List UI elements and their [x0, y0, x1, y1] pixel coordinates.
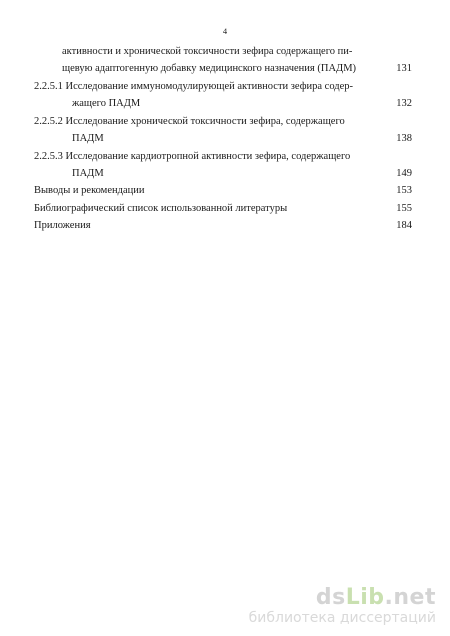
toc-entry-text: 2.2.5.2 Исследование хронической токсичности зефира, содержащего [34, 116, 345, 127]
toc-entry-page: 138 [396, 132, 412, 144]
toc-entry-text: 2.2.5.1 Исследование иммуномодулирующей активности зефира содер- [34, 81, 354, 92]
watermark-logo-tld: .net [384, 585, 436, 610]
toc-entry-text: Приложения [34, 220, 91, 231]
toc-line [34, 131, 412, 148]
watermark-logo-lib: Lib [345, 585, 385, 610]
toc-line [34, 218, 412, 235]
toc-entry-page: 149 [396, 167, 412, 179]
toc-line [34, 61, 412, 78]
toc-entry-text: активности и хронической токсичности зефира содержащего пи- [62, 46, 353, 57]
toc-line [34, 114, 412, 131]
toc-entry-page: 153 [396, 185, 412, 196]
toc-entry-text: 2.2.5.3 Исследование кардиотропной активности зефира, содержащего [34, 151, 351, 162]
toc-entry-page: 132 [396, 97, 412, 109]
watermark-logo [249, 586, 436, 610]
toc-line [34, 79, 412, 96]
toc-entry-page: 131 [396, 62, 412, 74]
toc-line [34, 149, 412, 166]
toc-line [34, 166, 412, 183]
toc-line [34, 201, 412, 218]
toc-entry-text: Выводы и рекомендации [34, 185, 145, 196]
watermark [249, 586, 436, 626]
toc-entry-text: Библиографический список использованной литературы [34, 202, 288, 214]
table-of-contents [34, 44, 412, 235]
watermark-logo-ds: ds [315, 585, 346, 610]
toc-line [34, 183, 412, 200]
toc-line [34, 44, 412, 61]
toc-entry-page: 155 [396, 202, 412, 214]
toc-entry-text: жащего ПАДМ [72, 97, 141, 109]
toc-line [34, 96, 412, 113]
toc-entry-text: ПАДМ [72, 167, 104, 179]
toc-entry-text: ПАДМ [72, 132, 104, 144]
watermark-subtitle: библиотека диссертаций [248, 610, 436, 626]
toc-entry-text: щевую адаптогенную добавку медицинского назначения (ПАДМ) [62, 62, 357, 74]
toc-entry-page: 184 [396, 220, 412, 231]
page-number: 4 [222, 26, 228, 36]
